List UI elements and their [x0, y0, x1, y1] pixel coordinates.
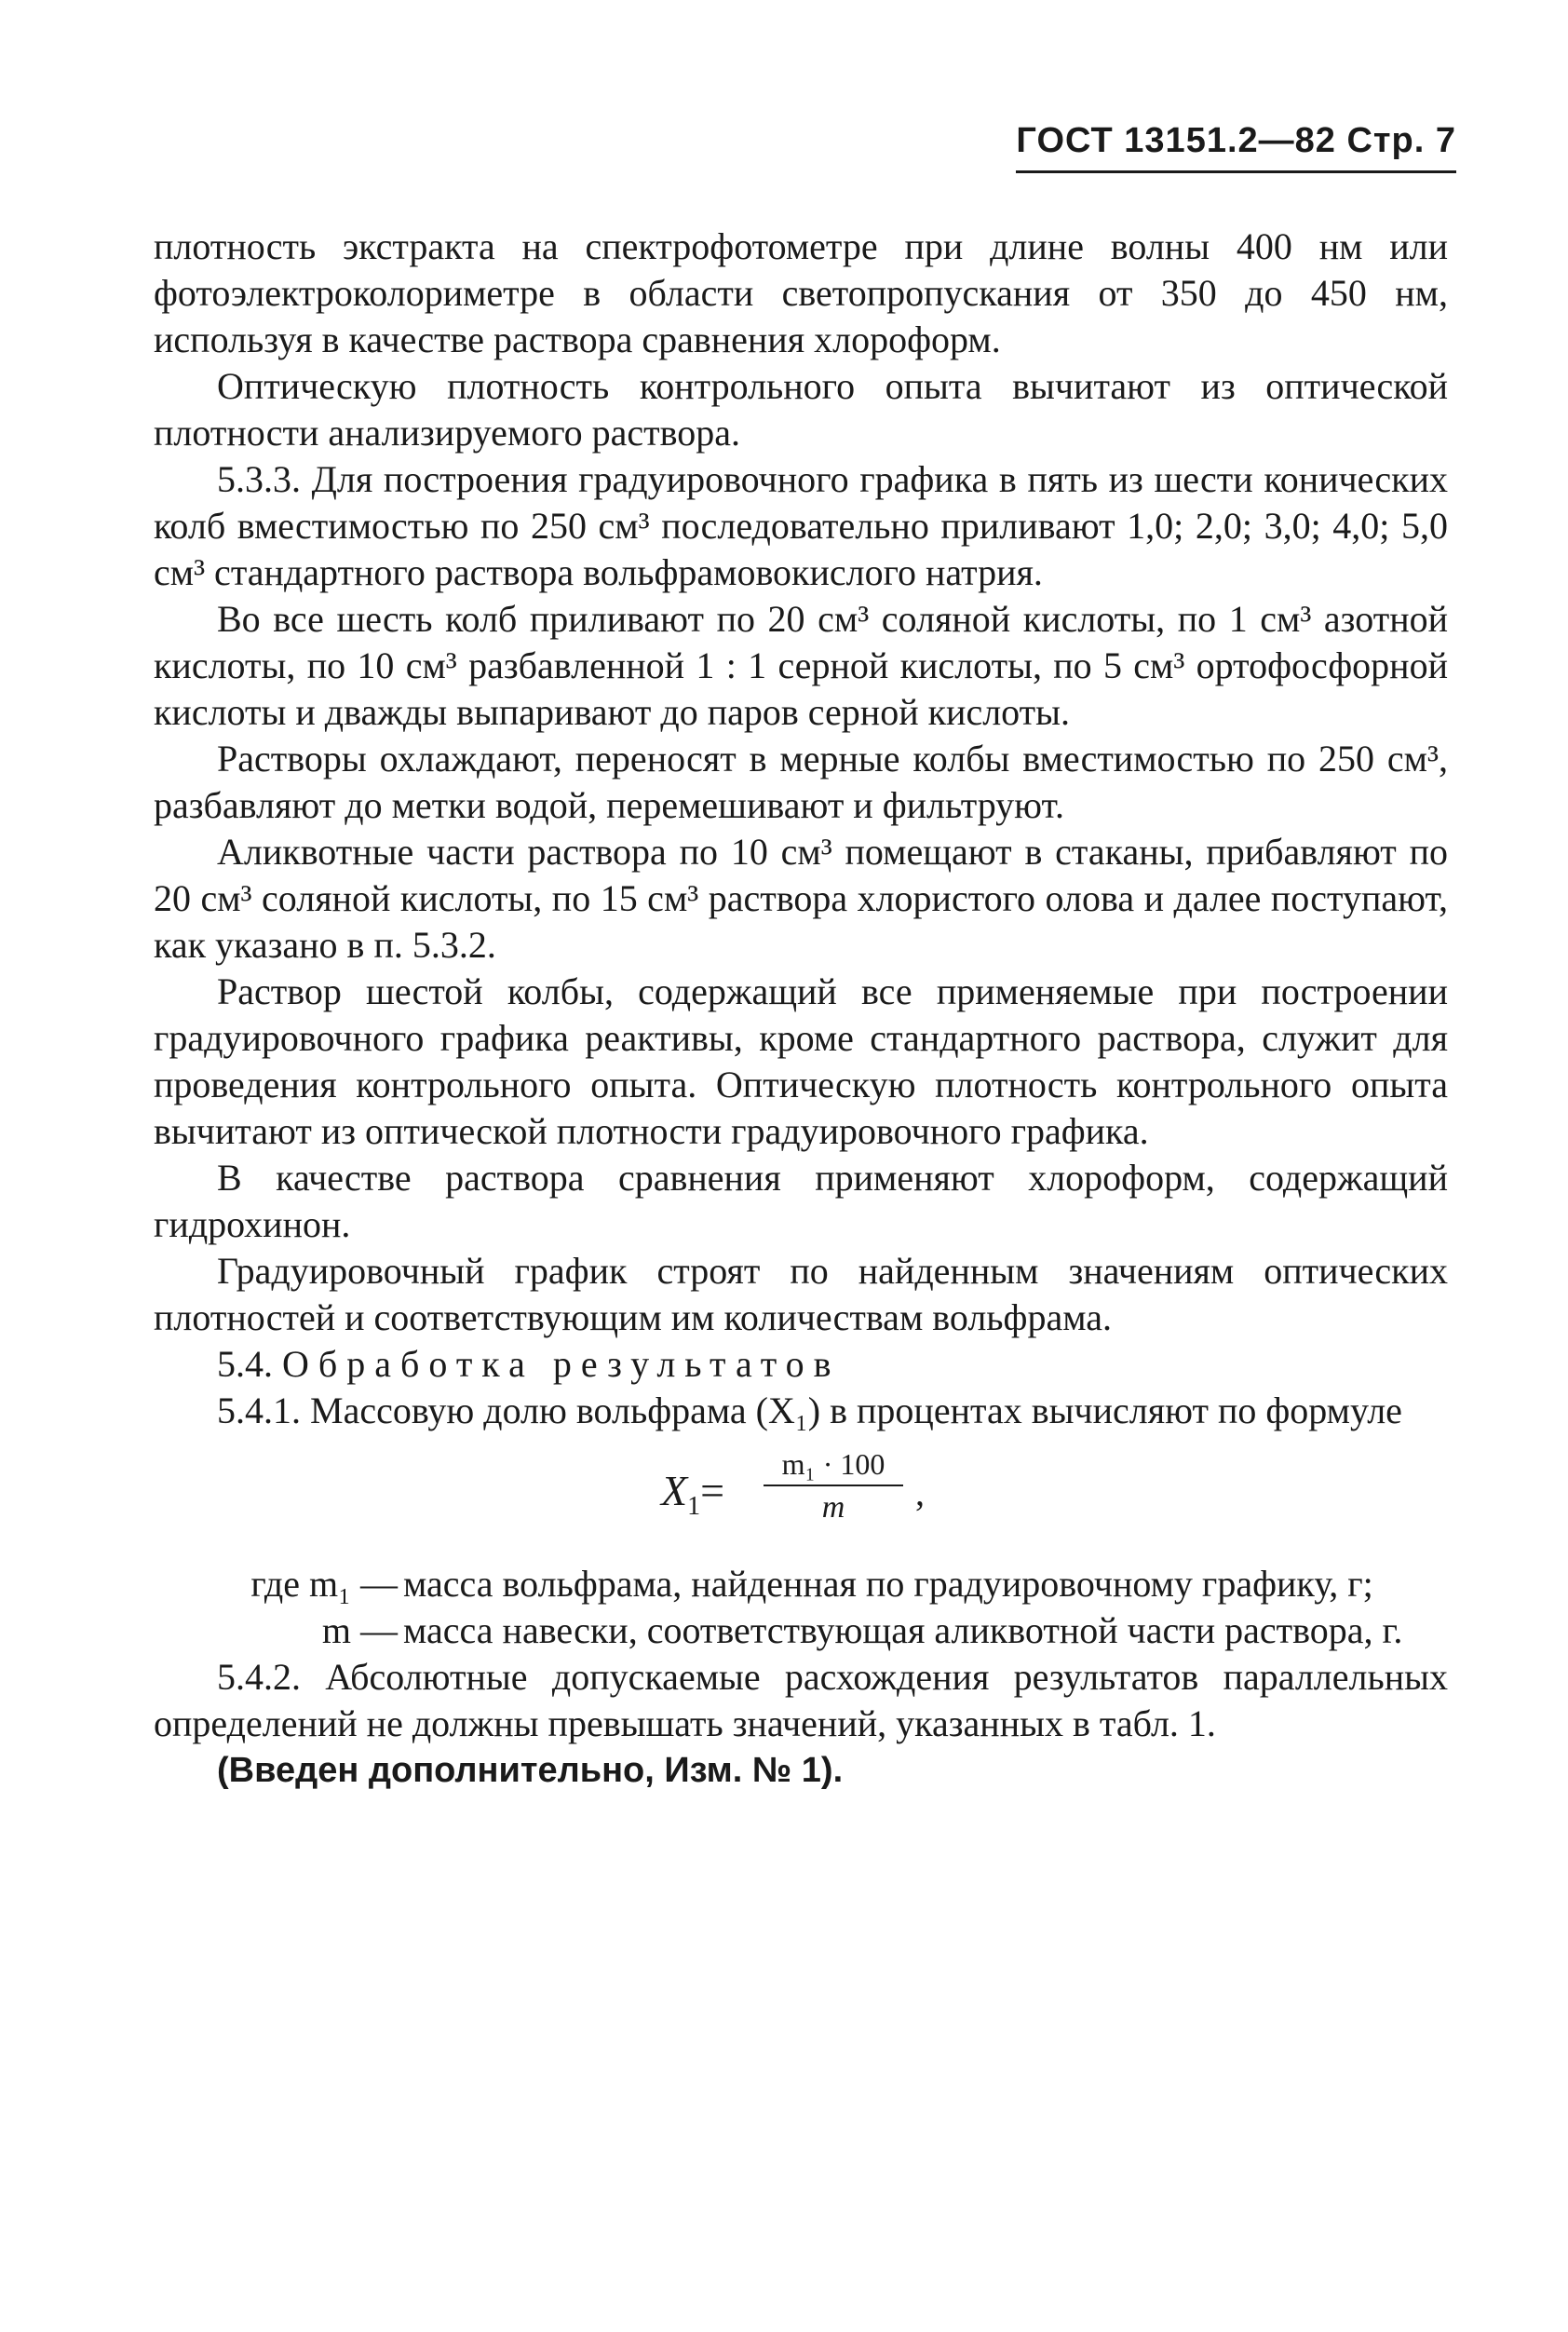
formula-numerator: m₁ · 100: [764, 1444, 903, 1486]
paragraph-5-4-1: 5.4.1. Массовую долю вольфрама (X₁) в процентах вычисляют по формуле: [217, 1390, 1402, 1431]
paragraph: плотность экстракта на спектрофотометре при длине волны 400 нм или фотоэлектроколориметре в области светопропускания от 350 до 450 нм, используя в качестве раствора сравнения хлороформ.: [154, 225, 1448, 360]
section-number: 5.4.: [217, 1343, 273, 1385]
paragraph-5-4-2: 5.4.2. Абсолютные допускаемые расхождения результатов параллельных определений не должны превышать значений, указанных в табл. 1.: [154, 1656, 1448, 1744]
formula-comma: ,: [915, 1471, 925, 1513]
paragraph: Раствор шестой колбы, содержащий все применяемые при построении градуировочного графика реактивы, кроме стандартного раствора, служит для проведения контрольного опыта. Оптическую плотность контрольного опыта вычитают из оптической плотности градуировочного графика.: [154, 970, 1448, 1152]
paragraph: Оптическую плотность контрольного опыта вычитают из оптической плотности анализируемого раствора.: [154, 365, 1448, 454]
formula-lhs: $X_1=$: [661, 1467, 725, 1522]
definition-text: масса вольфрама, найденная по градуировочному графику, г;: [403, 1563, 1373, 1605]
paragraph: В качестве раствора сравнения применяют хлороформ, содержащий гидрохинон.: [154, 1157, 1448, 1245]
section-title: Обработка результатов: [282, 1343, 841, 1385]
amendment-note: (Введен дополнительно, Изм. № 1).: [217, 1751, 844, 1790]
formula: [154, 1440, 1448, 1561]
document-body: [154, 224, 1448, 1794]
formula-fraction: [764, 1444, 903, 1529]
paragraph: Аликвотные части раствора по 10 см³ помещают в стаканы, прибавляют по 20 см³ соляной кислоты, по 15 см³ раствора хлористого олова и далее поступают, как указано в п. 5.3.2.: [154, 831, 1448, 966]
paragraph-5-3-3: 5.3.3. Для построения градуировочного графика в пять из шести конических колб вместимостью по 250 см³ последовательно приливают 1,0; 2,0; 3,0; 4,0; 5,0 см³ стандартного раствора вольфрамовокислого натрия.: [154, 458, 1448, 593]
definition-row: [154, 1607, 1448, 1654]
paragraph: Градуировочный график строят по найденным значениям оптических плотностей и соответствующим им количествам вольфрама.: [154, 1250, 1448, 1338]
definition-row: [154, 1561, 1448, 1607]
paragraph: Растворы охлаждают, переносят в мерные колбы вместимостью по 250 см³, разбавляют до метки водой, перемешивают и фильтруют.: [154, 738, 1448, 826]
definition-label: m —: [321, 1609, 398, 1651]
paragraph: Во все шесть колб приливают по 20 см³ соляной кислоты, по 1 см³ азотной кислоты, по 10 см³ разбавленной 1 : 1 серной кислоты, по 5 см³ ортофосфорной кислоты и дважды выпаривают до паров серной кислоты.: [154, 598, 1448, 733]
definition-text: масса навески, соответствующая аликвотной части раствора, г.: [403, 1609, 1403, 1651]
variable-definitions: [154, 1561, 1448, 1654]
page-header: ГОСТ 13151.2—82 Стр. 7: [1016, 121, 1456, 173]
definition-label: где m₁ —: [250, 1563, 398, 1605]
formula-denominator: m: [821, 1490, 845, 1525]
section-heading-5-4: [154, 1341, 1448, 1388]
